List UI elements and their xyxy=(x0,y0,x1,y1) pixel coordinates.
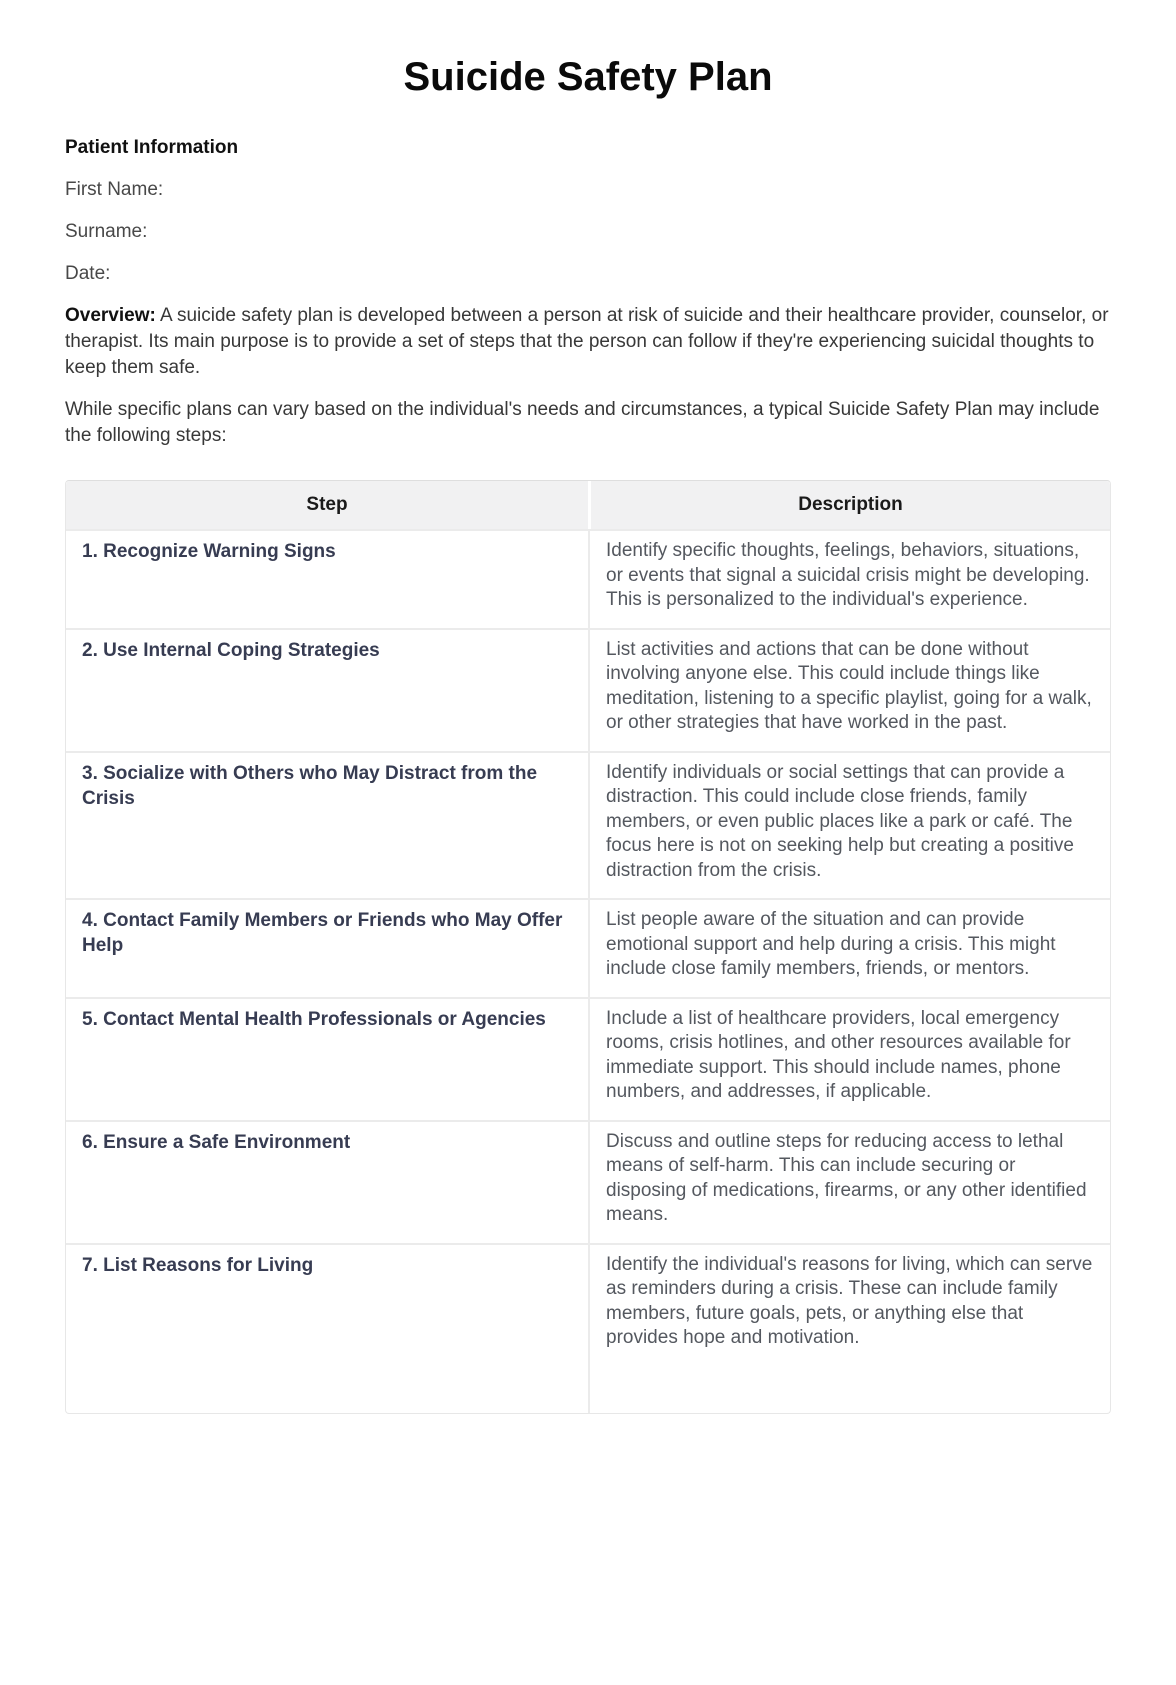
description-cell: Include a list of healthcare providers, local emergency rooms, crisis hotlines, and other resources available for immediate support. This should include names, phone numbers, and addresses, if applicable. xyxy=(588,997,1110,1120)
table-row xyxy=(66,751,1110,899)
document-page xyxy=(0,55,1176,1685)
overview-paragraph xyxy=(65,303,1111,381)
surname-label: Surname: xyxy=(65,221,148,242)
step-cell: 1. Recognize Warning Signs xyxy=(66,529,588,628)
description-cell: Identify specific thoughts, feelings, behaviors, situations, or events that signal a suicidal crisis might be developing. This is personalized to the individual's experience. xyxy=(588,529,1110,628)
description-cell: List people aware of the situation and can provide emotional support and help during a crisis. This might include close family members, friends, or mentors. xyxy=(588,898,1110,997)
table-row xyxy=(66,1243,1110,1413)
step-cell: 3. Socialize with Others who May Distract from the Crisis xyxy=(66,751,588,899)
step-cell: 6. Ensure a Safe Environment xyxy=(66,1120,588,1243)
step-cell: 4. Contact Family Members or Friends who May Offer Help xyxy=(66,898,588,997)
description-cell: Identify the individual's reasons for living, which can serve as reminders during a crisis. These can include family members, future goals, pets, or anything else that provides hope and motivation. xyxy=(588,1243,1110,1413)
overview-text: A suicide safety plan is developed between a person at risk of suicide and their healthcare provider, counselor, or therapist. Its main purpose is to provide a set of steps that the person can follow if they're experiencing suicidal thoughts to keep them safe. xyxy=(65,305,1109,378)
page-title: Suicide Safety Plan xyxy=(403,55,773,99)
table-row xyxy=(66,997,1110,1120)
table-row xyxy=(66,1120,1110,1243)
description-cell: Discuss and outline steps for reducing access to lethal means of self-harm. This can include securing or disposing of medications, firearms, or any other identified means. xyxy=(588,1120,1110,1243)
patient-information-heading: Patient Information xyxy=(65,137,239,158)
overview-label: Overview: xyxy=(65,305,156,326)
column-header-description: Description xyxy=(588,481,1110,529)
step-cell: 7. List Reasons for Living xyxy=(66,1243,588,1413)
column-header-step: Step xyxy=(66,481,588,529)
table-row xyxy=(66,628,1110,751)
date-label: Date: xyxy=(65,263,111,284)
table-row xyxy=(66,898,1110,997)
table-row xyxy=(66,529,1110,628)
description-cell: Identify individuals or social settings that can provide a distraction. This could include close friends, family members, or even public places like a park or café. The focus here is not on seeking help but creating a positive distraction from the crisis. xyxy=(588,751,1110,899)
steps-table xyxy=(65,480,1111,1414)
description-cell: List activities and actions that can be done without involving anyone else. This could include things like meditation, listening to a specific playlist, going for a walk, or other strategies that have worked in the past. xyxy=(588,628,1110,751)
step-cell: 2. Use Internal Coping Strategies xyxy=(66,628,588,751)
intro-paragraph: While specific plans can vary based on the individual's needs and circumstances, a typical Suicide Safety Plan may include the following steps: xyxy=(65,399,1100,446)
step-cell: 5. Contact Mental Health Professionals or Agencies xyxy=(66,997,588,1120)
first-name-label: First Name: xyxy=(65,179,164,200)
table-header-row xyxy=(66,481,1110,529)
